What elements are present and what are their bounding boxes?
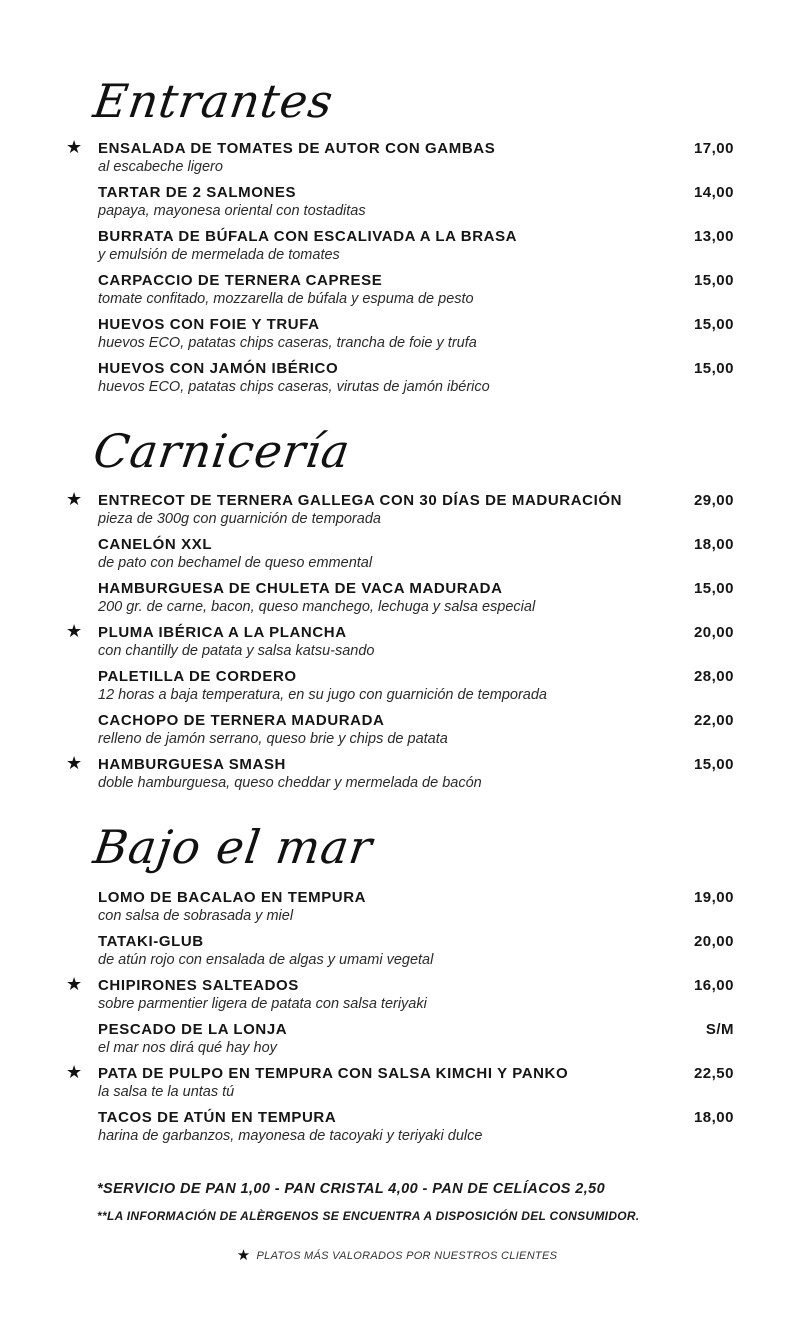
item-price: 15,00: [693, 360, 734, 377]
section-title: Carnicería: [90, 424, 354, 478]
item-description: papaya, mayonesa oriental con tostaditas: [98, 203, 366, 219]
menu-item: [0, 536, 794, 580]
item-name: CHIPIRONES SALTEADOS: [98, 977, 299, 994]
item-name: CARPACCIO DE TERNERA CAPRESE: [98, 272, 383, 289]
star-icon: ★: [66, 137, 83, 158]
star-icon: ★: [66, 621, 83, 642]
menu-item: [0, 974, 794, 1021]
item-description: y emulsión de mermelada de tomates: [98, 247, 340, 263]
item-description: sobre parmentier ligera de patata con salsa teriyaki: [98, 996, 427, 1012]
item-price: 29,00: [693, 492, 734, 509]
item-price: 20,00: [693, 933, 734, 950]
item-description: doble hamburguesa, queso cheddar y mermelada de bacón: [98, 775, 482, 791]
allergen-note: **LA INFORMACIÓN DE ALÈRGENOS SE ENCUENTRA A DISPOSICIÓN DEL CONSUMIDOR.: [97, 1209, 640, 1223]
item-price: 13,00: [693, 228, 734, 245]
item-price: 28,00: [693, 668, 734, 685]
item-description: relleno de jamón serrano, queso brie y chips de patata: [98, 731, 448, 747]
item-name: HUEVOS CON FOIE Y TRUFA: [98, 316, 320, 333]
item-name: CACHOPO DE TERNERA MADURADA: [98, 712, 385, 729]
item-name: PATA DE PULPO EN TEMPURA CON SALSA KIMCHI Y PANKO: [98, 1065, 569, 1082]
menu-item: [0, 228, 794, 272]
item-name: TARTAR DE 2 SALMONES: [98, 184, 297, 201]
star-icon: ★: [66, 1062, 83, 1083]
menu-item: [0, 184, 794, 228]
item-price: 20,00: [693, 624, 734, 641]
item-description: al escabeche ligero: [98, 159, 223, 175]
legend-text: PLATOS MÁS VALORADOS POR NUESTROS CLIENTES: [256, 1250, 558, 1262]
item-price: 18,00: [693, 536, 734, 553]
menu-item: [0, 1062, 794, 1109]
menu-item: [0, 889, 794, 933]
star-icon: ★: [236, 1247, 251, 1264]
menu-item: [0, 1109, 794, 1153]
item-name: HAMBURGUESA SMASH: [98, 756, 286, 773]
item-description: la salsa te la untas tú: [98, 1084, 235, 1100]
item-description: pieza de 300g con guarnición de temporada: [98, 511, 381, 527]
star-icon: ★: [66, 974, 83, 995]
item-name: PALETILLA DE CORDERO: [98, 668, 297, 685]
item-name: ENSALADA DE TOMATES DE AUTOR CON GAMBAS: [98, 140, 496, 157]
item-price: 14,00: [693, 184, 734, 201]
section-title: Bajo el mar: [90, 820, 377, 874]
item-name: HAMBURGUESA DE CHULETA DE VACA MADURADA: [98, 580, 503, 597]
item-price: 18,00: [693, 1109, 734, 1126]
menu-item: [0, 272, 794, 316]
item-price: 17,00: [693, 140, 734, 157]
item-price: 19,00: [693, 889, 734, 906]
menu-item: [0, 668, 794, 712]
menu-item: [0, 933, 794, 977]
item-description: harina de garbanzos, mayonesa de tacoyaki y teriyaki dulce: [98, 1128, 483, 1144]
menu-item: [0, 621, 794, 668]
bread-service-note: *SERVICIO DE PAN 1,00 - PAN CRISTAL 4,00 - PAN DE CELÍACOS 2,50: [97, 1181, 606, 1197]
menu-item: [0, 1021, 794, 1065]
item-description: huevos ECO, patatas chips caseras, trancha de foie y trufa: [98, 335, 477, 351]
item-description: de pato con bechamel de queso emmental: [98, 555, 373, 571]
item-name: CANELÓN XXL: [98, 536, 213, 553]
item-price: 15,00: [693, 580, 734, 597]
item-description: con salsa de sobrasada y miel: [98, 908, 294, 924]
item-description: 200 gr. de carne, bacon, queso manchego, lechuga y salsa especial: [98, 599, 536, 615]
item-name: HUEVOS CON JAMÓN IBÉRICO: [98, 360, 339, 377]
item-name: PLUMA IBÉRICA A LA PLANCHA: [98, 624, 347, 641]
item-description: con chantilly de patata y salsa katsu-sando: [98, 643, 375, 659]
item-price: 15,00: [693, 272, 734, 289]
item-description: 12 horas a baja temperatura, en su jugo con guarnición de temporada: [98, 687, 547, 703]
item-name: ENTRECOT DE TERNERA GALLEGA CON 30 DÍAS DE MADURACIÓN: [98, 492, 623, 509]
menu-item: [0, 580, 794, 624]
item-price: S/M: [705, 1021, 734, 1038]
item-price: 15,00: [693, 756, 734, 773]
item-price: 15,00: [693, 316, 734, 333]
item-description: el mar nos dirá qué hay hoy: [98, 1040, 277, 1056]
menu-item: [0, 137, 794, 184]
item-name: BURRATA DE BÚFALA CON ESCALIVADA A LA BRASA: [98, 228, 518, 245]
item-description: tomate confitado, mozzarella de búfala y espuma de pesto: [98, 291, 474, 307]
menu-item: [0, 316, 794, 360]
star-icon: ★: [66, 489, 83, 510]
item-name: PESCADO DE LA LONJA: [98, 1021, 288, 1038]
menu-item: [0, 753, 794, 800]
menu-item: [0, 489, 794, 536]
item-description: huevos ECO, patatas chips caseras, virutas de jamón ibérico: [98, 379, 490, 395]
star-icon: ★: [66, 753, 83, 774]
item-price: 22,50: [693, 1065, 734, 1082]
item-name: TATAKI-GLUB: [98, 933, 204, 950]
item-description: de atún rojo con ensalada de algas y umami vegetal: [98, 952, 434, 968]
item-name: TACOS DE ATÚN EN TEMPURA: [98, 1109, 337, 1126]
item-price: 16,00: [693, 977, 734, 994]
item-name: LOMO DE BACALAO EN TEMPURA: [98, 889, 367, 906]
item-price: 22,00: [693, 712, 734, 729]
section-title: Entrantes: [90, 74, 337, 128]
menu-item: [0, 360, 794, 404]
menu-item: [0, 712, 794, 756]
legend: [0, 1246, 794, 1264]
